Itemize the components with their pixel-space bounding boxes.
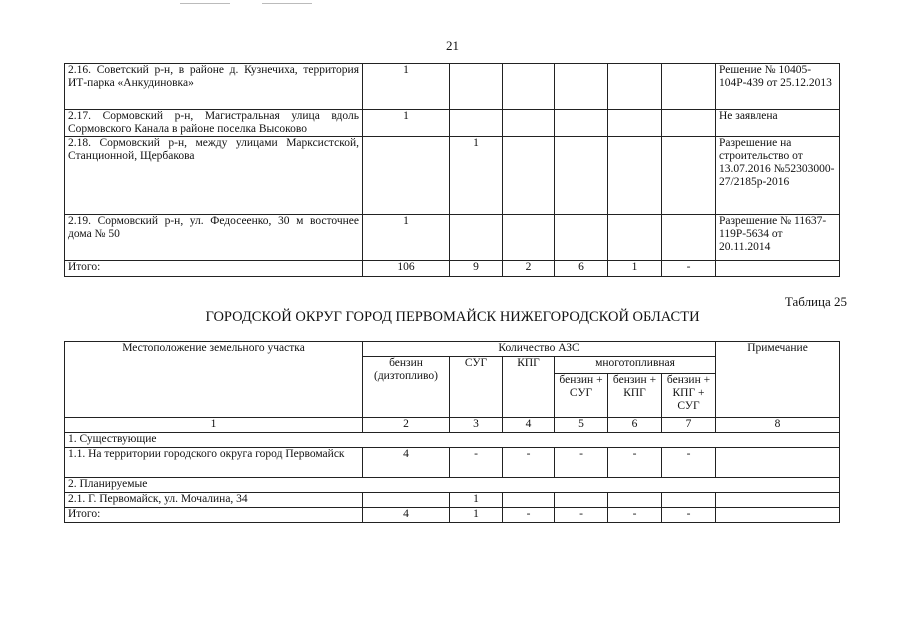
table-row: [65, 137, 840, 215]
location-cell: 2.16. Советский р-н, в районе д. Кузнечиха, территория ИТ-парка «Анкудиновка»: [65, 64, 363, 110]
location-cell: Итого:: [65, 261, 363, 277]
count-cell: 1: [450, 137, 503, 215]
count-cell: [363, 493, 450, 508]
count-cell: -: [662, 261, 716, 277]
count-cell: [503, 137, 555, 215]
location-cell: 2.17. Сормовский р-н, Магистральная улица вдоль Сормовского Канала в районе поселка Высоково: [65, 110, 363, 137]
count-cell: 1: [450, 493, 503, 508]
table-row: [65, 261, 840, 277]
count-cell: 106: [363, 261, 450, 277]
section-existing: [65, 433, 840, 448]
column-number: 3: [450, 418, 503, 433]
column-number: 2: [363, 418, 450, 433]
count-cell: [503, 493, 555, 508]
count-cell: -: [503, 448, 555, 478]
count-cell: 9: [450, 261, 503, 277]
column-number: 1: [65, 418, 363, 433]
count-cell: [555, 493, 608, 508]
header-kpg: КПГ: [503, 357, 555, 418]
count-cell: [555, 215, 608, 261]
page-number: 21: [446, 38, 459, 53]
count-cell: 1: [608, 261, 662, 277]
count-cell: [450, 110, 503, 137]
column-number: 7: [662, 418, 716, 433]
note-cell: [716, 508, 840, 523]
section-planned: [65, 478, 840, 493]
count-cell: 1: [450, 508, 503, 523]
note-cell: Разрешение № 11637-119Р-5634 от 20.11.2014: [716, 215, 840, 261]
count-cell: [503, 215, 555, 261]
count-cell: -: [608, 448, 662, 478]
column-number: 6: [608, 418, 662, 433]
count-cell: 1: [363, 64, 450, 110]
count-cell: -: [555, 448, 608, 478]
column-numbers-row: [65, 418, 840, 433]
note-cell: Решение № 10405-104Р-439 от 25.12.2013: [716, 64, 840, 110]
location-cell: 2.19. Сормовский р-н, ул. Федосеенко, 30 м восточнее дома № 50: [65, 215, 363, 261]
count-cell: 2: [503, 261, 555, 277]
header-multi: многотопливная: [555, 357, 716, 374]
table-row: [65, 448, 840, 478]
table-row: [65, 493, 840, 508]
note-cell: [716, 448, 840, 478]
count-cell: [450, 64, 503, 110]
count-cell: [608, 64, 662, 110]
header-location: Местоположение земельного участка: [65, 342, 363, 418]
count-cell: -: [503, 508, 555, 523]
location-cell: Итого:: [65, 508, 363, 523]
count-cell: -: [662, 508, 716, 523]
scan-artifact: [262, 3, 312, 4]
note-cell: Не заявлена: [716, 110, 840, 137]
count-cell: [662, 493, 716, 508]
table-row: [65, 508, 840, 523]
count-cell: [608, 137, 662, 215]
note-cell: Разрешение на строительство от 13.07.2016 №52303000-27/2185р-2016: [716, 137, 840, 215]
count-cell: [503, 64, 555, 110]
count-cell: [450, 215, 503, 261]
continued-table: [64, 63, 840, 277]
note-cell: [716, 261, 840, 277]
header-note: Примечание: [716, 342, 840, 418]
header-benzin: бензин (дизтопливо): [363, 357, 450, 418]
count-cell: 4: [363, 508, 450, 523]
count-cell: -: [662, 448, 716, 478]
scan-artifact: [180, 3, 230, 4]
count-cell: [555, 110, 608, 137]
count-cell: [503, 110, 555, 137]
count-cell: [555, 64, 608, 110]
count-cell: -: [608, 508, 662, 523]
location-cell: 2.18. Сормовский р-н, между улицами Марксистской, Станционной, Щербакова: [65, 137, 363, 215]
header-benzin-kpg-sug: бензин + КПГ + СУГ: [662, 374, 716, 418]
count-cell: [662, 215, 716, 261]
section-label: 1. Существующие: [65, 433, 840, 448]
count-cell: [608, 493, 662, 508]
count-cell: [363, 137, 450, 215]
count-cell: -: [450, 448, 503, 478]
count-cell: [662, 137, 716, 215]
count-cell: 4: [363, 448, 450, 478]
count-cell: [662, 110, 716, 137]
column-number: 4: [503, 418, 555, 433]
count-cell: [555, 137, 608, 215]
count-cell: [662, 64, 716, 110]
section-heading: ГОРОДСКОЙ ОКРУГ ГОРОД ПЕРВОМАЙСК НИЖЕГОРОДСКОЙ ОБЛАСТИ: [205, 309, 700, 325]
count-cell: 1: [363, 215, 450, 261]
column-number: 8: [716, 418, 840, 433]
header-benzin-kpg: бензин + КПГ: [608, 374, 662, 418]
count-cell: 1: [363, 110, 450, 137]
location-cell: 2.1. Г. Первомайск, ул. Мочалина, 34: [65, 493, 363, 508]
count-cell: 6: [555, 261, 608, 277]
table-row: [65, 215, 840, 261]
table-row: [65, 64, 840, 110]
section-label: 2. Планируемые: [65, 478, 840, 493]
table-row: [65, 110, 840, 137]
header-quantity: Количество АЗС: [363, 342, 716, 357]
count-cell: [608, 215, 662, 261]
location-cell: 1.1. На территории городского округа город Первомайск: [65, 448, 363, 478]
note-cell: [716, 493, 840, 508]
header-benzin-sug: бензин + СУГ: [555, 374, 608, 418]
table-label: Таблица 25: [784, 294, 847, 309]
count-cell: -: [555, 508, 608, 523]
fuel-stations-table: [64, 341, 840, 523]
column-number: 5: [555, 418, 608, 433]
header-sug: СУГ: [450, 357, 503, 418]
count-cell: [608, 110, 662, 137]
